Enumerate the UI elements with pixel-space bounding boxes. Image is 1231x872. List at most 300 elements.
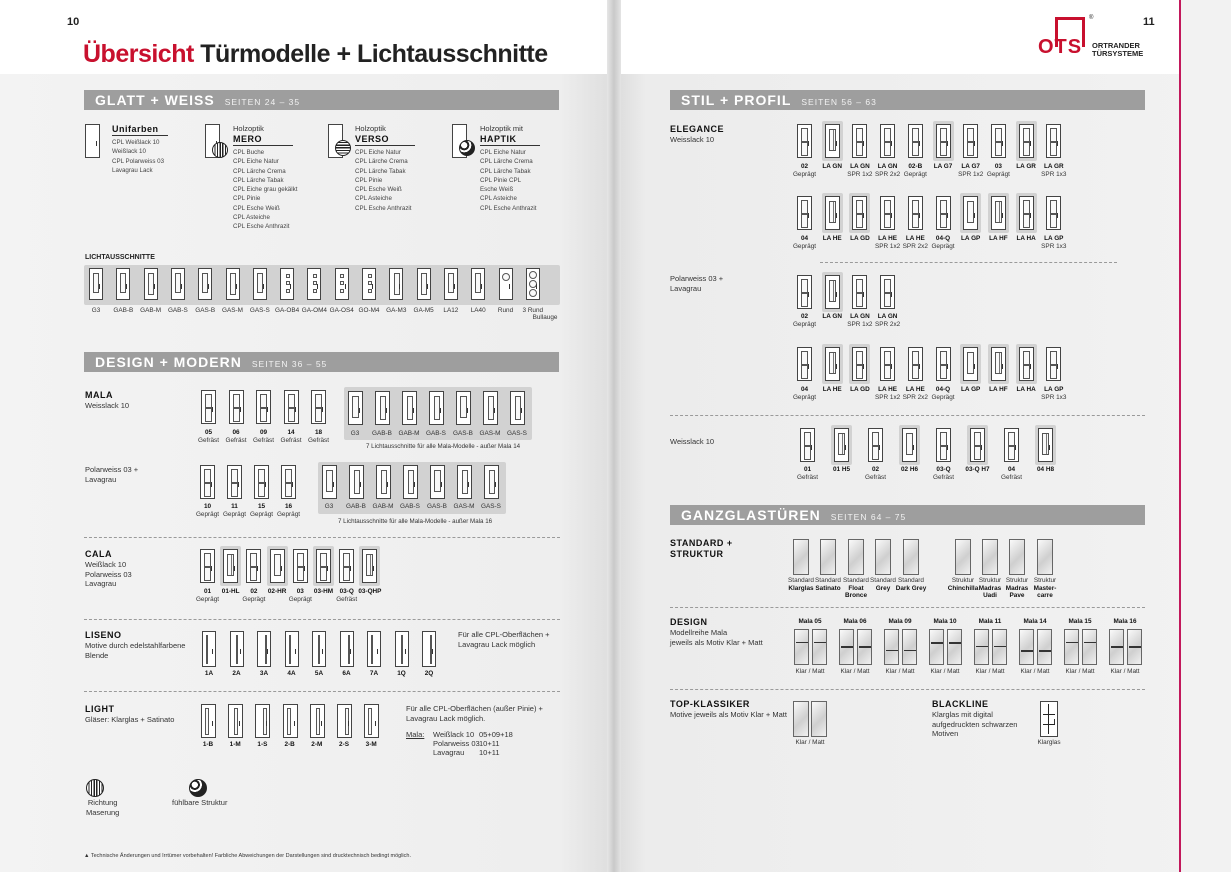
logo-line1: ORTRANDER <box>1092 41 1140 50</box>
elegance-heading <box>670 124 724 145</box>
glass-pane <box>407 396 413 420</box>
glass-name-2: Bronce <box>844 592 868 599</box>
glass-pane <box>205 408 212 422</box>
door <box>307 268 321 300</box>
model-finish: Geprägt <box>195 510 220 518</box>
divider <box>84 691 560 692</box>
model-number: 03-Q <box>936 466 951 473</box>
liseno-note <box>458 630 550 649</box>
haptik-title: Holzoptik mit HAPTIK <box>480 124 540 146</box>
round-glass <box>529 271 537 279</box>
door-label: G3 <box>91 307 101 314</box>
door <box>198 268 212 300</box>
glass-pane <box>120 273 126 293</box>
model-number: 03-Q <box>339 588 354 595</box>
mero-title: Holzoptik MERO <box>233 124 293 146</box>
glass-door <box>982 539 998 575</box>
mala-polar-sub: Polarweiss 03 + Lavagrau <box>85 465 139 484</box>
glass-pane <box>856 142 863 156</box>
door <box>991 196 1006 230</box>
door <box>908 196 923 230</box>
unifarben-title: Unifarben <box>112 124 168 136</box>
door <box>364 704 379 738</box>
model-number: LA GP <box>1044 235 1064 242</box>
standard-heading: STANDARD + STRUKTUR <box>670 538 733 559</box>
door <box>116 268 130 300</box>
steel-strip <box>401 635 403 664</box>
round-glass <box>529 289 537 297</box>
steel-strip <box>236 635 238 664</box>
door-label: 1Q <box>397 670 406 677</box>
model-finish: Geprägt <box>242 595 266 603</box>
door <box>340 631 354 667</box>
door-label: GA-OB4 <box>275 307 300 314</box>
glass-pane <box>801 214 808 228</box>
list-item: CPL Weißlack 10 <box>112 139 160 146</box>
glass-pane <box>838 433 845 455</box>
mala-name: Mala 11 <box>978 618 1002 625</box>
glass-type: Struktur <box>1005 577 1029 584</box>
glass-pane <box>1050 351 1057 365</box>
glass-pane <box>906 433 913 455</box>
glass-pane <box>995 352 1002 374</box>
list-item: CPL Asteiche <box>480 195 517 203</box>
grain-direction-icon <box>212 142 228 158</box>
model-finish: SPR 2x2 <box>902 393 928 401</box>
model-finish: SPR 1x3 <box>1041 242 1067 250</box>
door-label: GAB-B <box>346 503 366 510</box>
door <box>422 631 436 667</box>
glass-pane <box>801 142 808 156</box>
list-item: CPL Eiche Natur <box>480 149 526 156</box>
steel-strip <box>318 635 320 664</box>
glass-pane <box>233 408 240 422</box>
glass-door <box>929 629 944 665</box>
glass-pane <box>368 274 372 278</box>
door <box>270 549 285 583</box>
glass-door <box>902 629 917 665</box>
door <box>510 391 525 425</box>
door-label: GA-OM4 <box>301 307 327 314</box>
door <box>284 390 299 424</box>
door-label: 1-M <box>229 741 241 748</box>
legend-struktur: fühlbare Struktur <box>172 798 228 807</box>
glass-pane <box>202 273 208 293</box>
model-number: 03-QHP <box>358 588 382 595</box>
glass-pane <box>258 483 265 497</box>
model-number: 02 <box>800 313 809 320</box>
glass-pane <box>148 273 154 295</box>
list-item: Weißlack 10 <box>112 148 146 156</box>
glass-pane <box>912 142 919 156</box>
glass-pane <box>204 483 211 497</box>
glass-pane <box>801 293 808 307</box>
model-number: 04 <box>800 235 809 242</box>
glass-pane <box>260 408 267 422</box>
door-label: GAS-B <box>427 503 447 510</box>
light-note <box>406 704 543 723</box>
model-finish: SPR 1x2 <box>874 393 901 401</box>
list-item: CPL Eiche Natur <box>355 149 401 156</box>
divider <box>670 415 1145 416</box>
glass-door <box>1019 629 1034 665</box>
glass-pane <box>856 128 863 142</box>
black-label: Klarglas <box>1037 739 1061 746</box>
model-finish: Geprägt <box>288 595 312 603</box>
steel-strip <box>206 635 208 664</box>
divider <box>670 689 1145 690</box>
model-number: LA GP <box>961 235 981 242</box>
door <box>526 268 540 300</box>
motif-line <box>976 646 988 647</box>
glass-type: Standard <box>788 577 814 584</box>
door-label: LA40 <box>470 307 486 314</box>
glass-pane <box>434 396 440 420</box>
list-item: jeweils als Motiv Klar + Matt <box>670 637 763 647</box>
table-category: Polarweiss 03 <box>433 739 480 748</box>
door-label: GA-OS4 <box>329 307 354 314</box>
motif-line <box>931 642 943 644</box>
door <box>797 275 812 309</box>
model-number: LA GP <box>961 386 981 393</box>
glass-name: Float <box>848 584 864 592</box>
glass-pane <box>260 394 267 408</box>
list-item: CPL Pinie <box>355 176 383 184</box>
glass-name-2: Uadi <box>983 592 997 599</box>
glass-strip <box>263 708 267 735</box>
list-item: Für alle CPL-Oberflächen (außer Pinie) + <box>406 704 543 713</box>
door-label: 3-M <box>365 741 377 748</box>
motif-line <box>1129 646 1141 648</box>
motif-line <box>841 646 853 648</box>
door <box>171 268 185 300</box>
glass-pane <box>313 289 317 293</box>
glass-pane <box>313 281 317 285</box>
glass-door <box>1009 539 1025 575</box>
glass-pane <box>320 567 327 581</box>
glass-pane <box>285 469 292 483</box>
glass-type: Struktur <box>951 577 975 584</box>
list-item: Motiven <box>932 729 959 738</box>
design-title: DESIGN <box>670 617 708 627</box>
list-item: Lavagrau Lack <box>112 166 153 174</box>
glass-pane <box>884 365 891 379</box>
model-number: 06 <box>232 429 240 436</box>
door <box>339 549 354 583</box>
glass-name: Master- <box>1033 584 1057 592</box>
model-finish: Gefräst <box>280 436 302 444</box>
model-finish: Geprägt <box>195 595 220 603</box>
door <box>444 268 458 300</box>
door <box>402 391 417 425</box>
mala-subtitle: Weisslack 10 <box>85 401 130 410</box>
door <box>1019 347 1034 381</box>
glass-pane <box>804 446 811 460</box>
door <box>89 268 103 300</box>
mala-name: Mala 05 <box>798 618 822 625</box>
model-number: 04-Q <box>935 386 951 393</box>
glass-door <box>974 629 989 665</box>
glass-pane <box>368 289 372 293</box>
texture-icon <box>189 779 207 797</box>
section-pages: SEITEN 64 – 75 <box>830 512 907 522</box>
model-finish: SPR 1x2 <box>847 320 873 328</box>
door-label: Klar / Matt <box>1020 668 1050 675</box>
glass-name-2: carre <box>1037 592 1053 599</box>
glass-name: Satinato <box>815 584 841 592</box>
glass-pane <box>488 396 494 420</box>
list-item: CPL Lärche Crema <box>480 158 533 166</box>
glass-strip <box>234 708 238 735</box>
door-label: 1-B <box>202 741 214 748</box>
page-number-left: 10 <box>67 16 80 28</box>
glass-door <box>812 629 827 665</box>
divider <box>820 262 1117 263</box>
list-item: CPL Esche Anthrazit <box>480 204 537 212</box>
glass-pane <box>326 470 333 492</box>
model-number: LA HF <box>989 386 1008 393</box>
door <box>800 428 815 462</box>
list-item: CPL Lärche Crema <box>355 158 408 166</box>
glass-pane <box>884 200 891 214</box>
door <box>970 428 985 462</box>
model-number: 02 <box>800 163 809 170</box>
title-highlight: Übersicht <box>83 40 194 68</box>
door-label: GAS-M <box>222 307 243 314</box>
door <box>902 428 917 462</box>
door <box>852 347 867 381</box>
model-number: 04-Q <box>935 235 951 242</box>
door <box>201 390 216 424</box>
mero-list <box>233 148 297 232</box>
glass-pane <box>801 279 808 293</box>
glass-pane <box>288 394 295 408</box>
door-label: 2A <box>232 670 241 677</box>
texture-icon <box>459 140 475 156</box>
glass-door <box>1109 629 1124 665</box>
list-item: Für alle CPL-Oberflächen + <box>458 630 550 639</box>
model-number: LA HE <box>905 235 925 242</box>
door <box>825 196 840 230</box>
bullauge-label: Bullauge <box>532 314 558 321</box>
door-label: 6A <box>342 670 351 677</box>
unifarben-list <box>112 138 164 175</box>
logo-company <box>1092 42 1143 58</box>
glass-name: Klarglas <box>788 584 814 592</box>
model-number: 01 <box>803 466 812 473</box>
lichtausschnitte-title: LICHTAUSSCHNITTE <box>85 254 155 261</box>
model-number: 03-HM <box>313 588 334 595</box>
door <box>285 631 299 667</box>
list-item: Lavagrau Lack möglich. <box>406 713 486 723</box>
model-finish: Gefräst <box>253 436 274 444</box>
section-pages: SEITEN 24 – 35 <box>224 97 301 107</box>
model-number: LA GD <box>850 235 870 242</box>
glass-pane <box>250 567 257 581</box>
motif-line <box>886 650 898 651</box>
divider <box>84 537 560 538</box>
model-number: LA GN <box>850 163 870 170</box>
door <box>852 124 867 158</box>
glass-name: Grey <box>875 584 891 592</box>
model-finish: SPR 1x2 <box>958 170 984 178</box>
glass-door <box>1127 629 1142 665</box>
door <box>880 347 895 381</box>
glass-pane <box>204 567 211 581</box>
glass-pane <box>967 352 974 374</box>
door <box>375 391 390 425</box>
glass-pane <box>421 273 427 295</box>
steel-strip <box>348 635 350 664</box>
door-label: 1-S <box>257 741 268 748</box>
list-item: CPL Esche Anthrazit <box>233 223 290 231</box>
model-number: 01 H5 <box>832 466 851 473</box>
model-finish: Geprägt <box>931 393 955 401</box>
door <box>1046 196 1061 230</box>
mala-note-1: 7 Lichtausschnitte für alle Mala-Modelle - außer Mala 14 <box>366 443 521 450</box>
model-number: 15 <box>257 503 266 510</box>
glass-pane <box>912 200 919 214</box>
door <box>362 268 376 300</box>
model-finish: Geprägt <box>903 170 927 178</box>
door <box>936 428 951 462</box>
model-number: 01-HL <box>221 588 240 595</box>
glass-pane <box>475 273 481 293</box>
glass-door <box>875 539 891 575</box>
glass-door <box>1037 629 1052 665</box>
door <box>322 465 337 499</box>
door-label: GO-M4 <box>358 307 380 314</box>
glass-pane <box>315 394 322 408</box>
section-title: GANZGLASTÜREN <box>681 507 821 523</box>
door <box>349 465 364 499</box>
door-label: 2-M <box>311 741 323 748</box>
glass-label <box>891 577 931 592</box>
glass-pane <box>974 446 981 460</box>
door <box>257 631 271 667</box>
model-number: 05 <box>204 429 213 436</box>
motif-line <box>1021 650 1033 652</box>
steel-strip <box>371 635 373 664</box>
list-item: aufgedruckten schwarzen <box>932 719 1018 729</box>
steel-strip <box>289 635 291 664</box>
list-item: CPL Lärche Tabak <box>355 167 406 175</box>
mala-name: Mala 10 <box>933 618 957 625</box>
glass-pane <box>940 200 947 214</box>
door-label: GAS-M <box>453 503 475 510</box>
glass-pane <box>1042 433 1049 455</box>
glass-strip <box>205 708 209 735</box>
top-subtitle: Motive jeweils als Motiv Klar + Matt <box>670 710 787 719</box>
list-item: Weißlack 10 <box>85 560 127 569</box>
glass-type: Standard <box>870 577 896 584</box>
model-finish: Gefräst <box>225 436 247 444</box>
glass-pane <box>286 281 290 285</box>
section-pages: SEITEN 56 – 63 <box>801 97 877 107</box>
door <box>202 631 216 667</box>
model-number: LA GR <box>1016 163 1036 170</box>
door-label: Klar / Matt <box>975 668 1005 675</box>
glass-name: Madras <box>1005 584 1029 592</box>
mala-name: Mala 06 <box>843 618 867 625</box>
model-number: 02 H6 <box>900 466 919 473</box>
glass-pane <box>884 142 891 156</box>
model-number: LA G7 <box>933 163 953 170</box>
model-number: 02 <box>250 588 258 595</box>
door <box>367 631 381 667</box>
door-label: 1A <box>204 670 214 677</box>
model-number: LA GN <box>822 163 843 170</box>
door-label: GAB-M <box>140 307 162 314</box>
mala-name: Mala 15 <box>1068 618 1092 625</box>
glass-pane <box>995 142 1002 156</box>
glass-door <box>811 701 827 737</box>
glass-pane <box>940 214 947 228</box>
logo-registered: ® <box>1089 15 1094 21</box>
top-heading <box>670 699 787 720</box>
glass-pane <box>940 351 947 365</box>
door <box>471 268 485 300</box>
door <box>499 268 513 300</box>
glass-pane <box>829 201 836 223</box>
door <box>1046 124 1061 158</box>
logo-line2: TÜRSYSTEME <box>1092 49 1144 58</box>
door <box>311 390 326 424</box>
model-finish: SPR 2x2 <box>874 320 901 328</box>
glass-door <box>992 629 1007 665</box>
list-item: CPL Lärche Tabak <box>480 167 531 175</box>
list-item: CPL Polarweiss 03 <box>112 157 165 165</box>
door <box>825 275 840 309</box>
section-title: GLATT + WEISS <box>95 92 215 108</box>
glass-pane <box>515 396 521 420</box>
glass-pane <box>297 567 304 581</box>
section-title: STIL + PROFIL <box>681 92 792 108</box>
glass-pane <box>1050 214 1057 228</box>
door <box>991 124 1006 158</box>
glass-pane <box>940 365 947 379</box>
door-label: 2Q <box>424 670 434 677</box>
round-glass <box>529 280 537 288</box>
door-label: GA-M3 <box>386 307 407 314</box>
door <box>253 268 267 300</box>
model-finish: SPR 2x2 <box>874 170 901 178</box>
model-number: 16 <box>284 503 293 510</box>
weisslack-subtitle: Weisslack 10 <box>670 437 715 446</box>
glass-pane <box>1050 128 1057 142</box>
glass-pane <box>884 293 891 307</box>
table-value: 10+11 <box>479 739 500 748</box>
list-item: CPL Eiche grau gekälkt <box>233 186 298 194</box>
section-ganzglas <box>670 505 1145 525</box>
liseno-title: LISENO <box>85 630 122 640</box>
glass-label <box>1025 577 1065 600</box>
door-label <box>1034 235 1073 250</box>
list-item: CPL Lärche Crema <box>233 167 286 175</box>
door <box>228 704 243 738</box>
model-finish: Geprägt <box>792 170 817 178</box>
glass-door <box>884 629 899 665</box>
door-label: LA12 <box>443 307 459 314</box>
door <box>229 390 244 424</box>
model-finish: Geprägt <box>792 242 817 250</box>
door <box>144 268 158 300</box>
door <box>1046 347 1061 381</box>
door-label: 3 Rund <box>522 307 544 314</box>
list-item: Klarglas mit digital <box>932 710 993 719</box>
glass-strip <box>345 708 349 735</box>
model-number: LA G7 <box>961 163 980 170</box>
